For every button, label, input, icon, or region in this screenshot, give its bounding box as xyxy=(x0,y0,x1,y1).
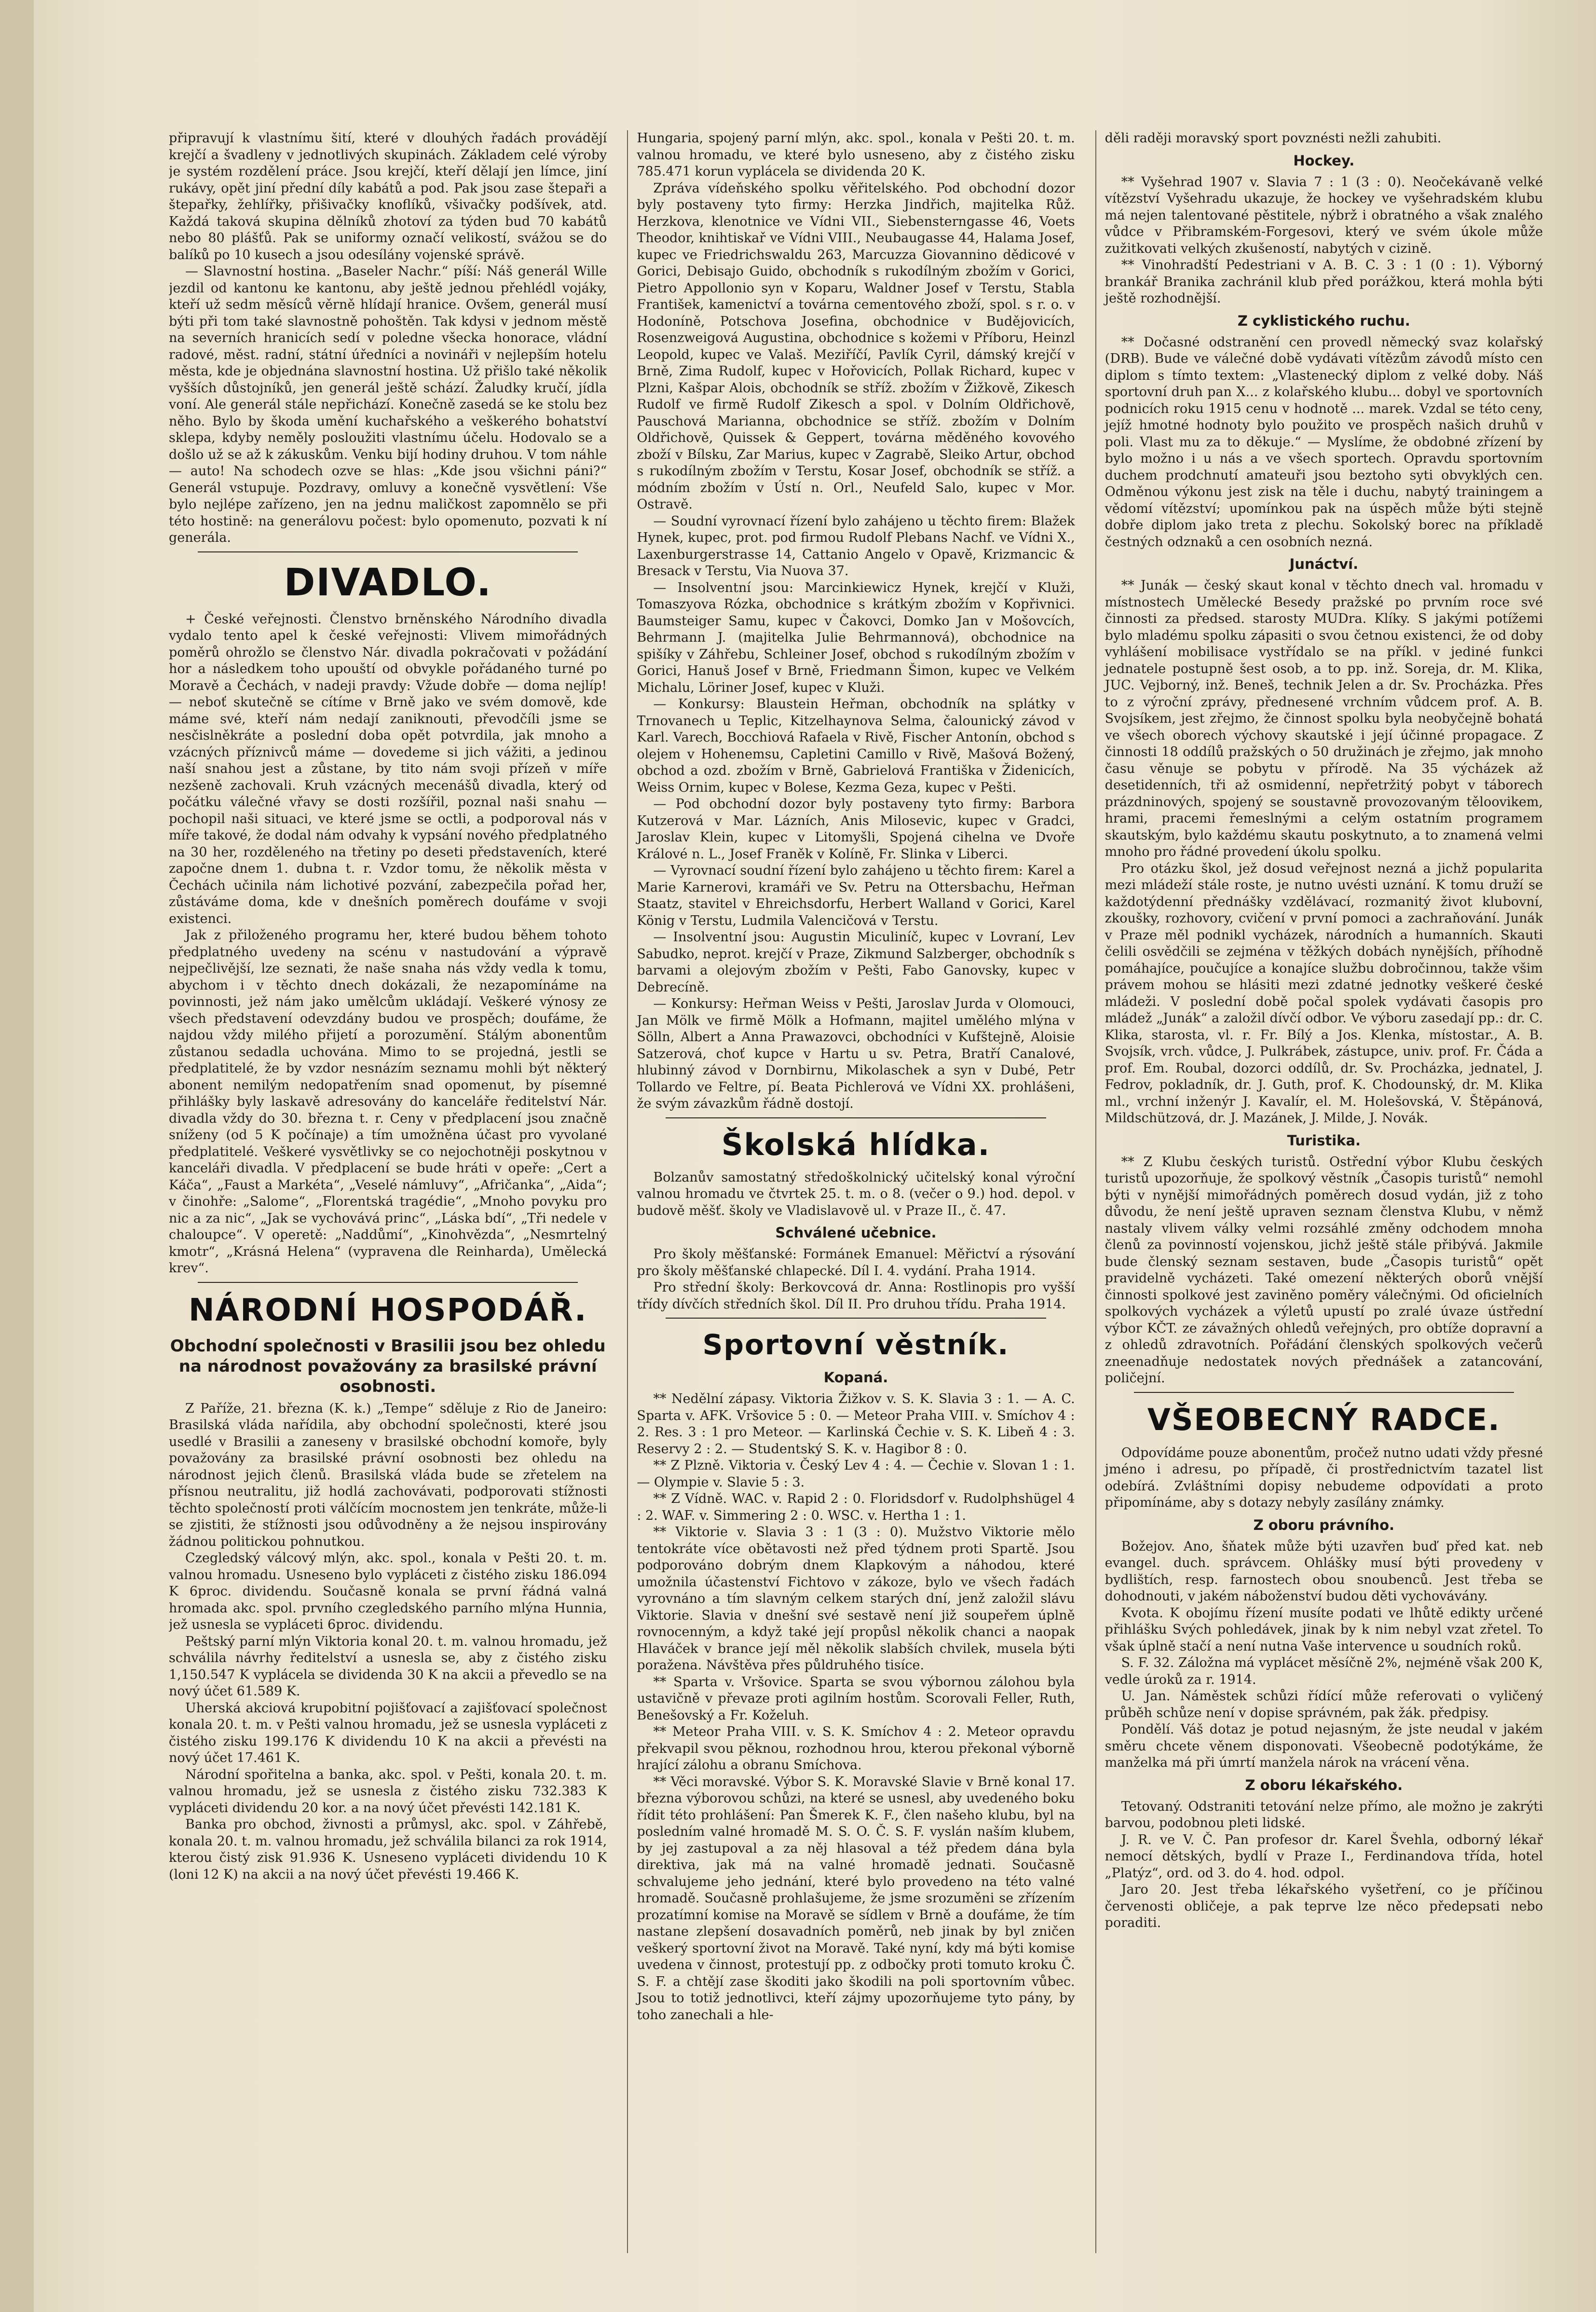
divider xyxy=(666,1117,1046,1118)
answer-sf32: S. F. 32. Záložna má vyplácet měsíčně 2%, nejméně však 200 K, vedle úroků za r. 1914. xyxy=(1105,1655,1543,1687)
divider xyxy=(198,551,578,552)
article-insolventni: — Insolventní jsou: Marcinkiewicz Hynek, krejčí v Kluži, Tomaszyova Rózka, obchodnice s krátkým zbožím v Kopřivnici. Baumsteiger Samu, kupec v Čakovci, Domko Jan v Mošovcích, Behrmann J. (majitelka Julie Behrmannová), obchodnice na spišíky v Záhřebu, Schleiner Josef, obchod s rukodílným zbožím v Gorici, Hanuš Josef v Brně, Friedmann Šimon, kupec ve Velkém Michalu, Löriner Josef, kupec v Kluži. xyxy=(637,580,1075,695)
article-radce-notice: Odpovídáme pouze abonentům, pročež nutno udati vždy přesné jméno i adresu, po případě, či prostřednictvím tazatel list odebírá. Zvláštními dopisy nebudeme odpovídati a proto připomínáme, aby s dotazy nebyly zasílány známky. xyxy=(1105,1445,1543,1510)
article-vinohradsti-pedestriani: ** Vinohradští Pedestriani v A. B. C. 3 : 1 (0 : 1). Výborný brankář Branika zachránil klub před porážkou, která mohla býti ještě rozhodnější. xyxy=(1105,258,1543,306)
article-junak-skaut: ** Junák — český skaut konal v těchto dnech val. hromadu v místnostech Umělecké Besedy pražské po prvním roce své činnosti za předsed. starosty MUDra. Klíky. S jakými potížemi bylo mladému spolku zápasiti o svou četnou existenci, že od doby vyhlášení mobilisace vystřídalo se na příkl. v jediné funkci jednatele postupně šest osob, a to pp. inž. Soreja, dr. M. Klika, JUC. Vejborný, inž. Beneš, technik Jelen a dr. Sv. Procházka. Přes to z výroční zprávy, přednesené vrchním vůdcem prof. A. B. Svojsíkem, jest zřejmo, že činnost spolku byla neobyčejně bohatá ve všech oborech výchovy skautské i její účinné propagace. Z činnosti 18 oddílů pražských o 50 družinách je zřejmo, jak mnoho času věnuje se pobytu v přírodě. Na 35 výcházek až desetidenních, tři až osmidenní, nepřetržitý pobyt v táborech prázdninových, spojený se soustavně provozovaným těloovikem, hrami, pracemi řemeslnými a celým ostatním programem skautským, bylo každému skautu poskytnuto, a to znamená velmi mnoho pro řádné provedení úkolu spolku. xyxy=(1105,578,1543,859)
answer-kvota: Kvota. K obojímu řízení musíte podati ve lhůtě edikty určené přihlášku Svých pohledávek, jinak by k nim nebyl vzat zřetel. To však úplně stačí a není nutna Vaše intervence u soudních roků. xyxy=(1105,1605,1543,1654)
article-klub-ceskych-turistu: ** Z Klubu českých turistů. Ostřední výbor Klubu českých turistů upozorňuje, že spolkový věstník „Časopis turistů“ nemohl býti v nynější mimořádných poměrech dosud vydán, již z toho důvodu, že není ještě upraven seznam členstva Klubu, v němž nastaly vlivem války velmi rozsáhlé změny odchodem mnoha členů za povinností vojenskou, jichž ještě stále přibývá. Jakmile bude členský seznam sestaven, bude „Časopis turistů“ opět pravidelně vycházeti. Také omezení některých oborů vnější činnosti spolkové jest zaviněno poměry válečnými. Od oficielních spolkových vycházek a výletů upustí po zralé úvaze ústřední výbor KČT. ze závažných ohledů veřejných, pro obtíže dopravní a z ohledů zdravotních. Pořádání členských spolkových večerů zneenadňuje nedostatek nových přednášek a zatancování, poličejní. xyxy=(1105,1154,1543,1386)
article-z-plzne: ** Z Plzně. Viktoria v. Český Lev 4 : 4. — Čechie v. Slovan 1 : 1. — Olympie v. Slavie 5 : 3. xyxy=(637,1458,1075,1490)
subheading-cyklisticky-ruch: Z cyklistického ruchu. xyxy=(1237,312,1410,329)
answer-tetovany: Tetovaný. Odstraniti tetování nelze přímo, ale možno je zakrýti barvou, podobnou pleti lidské. xyxy=(1105,1799,1543,1830)
section-heading-vseobecny-radce: VŠEOBECNÝ RADCE. xyxy=(1147,1402,1501,1437)
column-1 xyxy=(169,130,607,2253)
subheading-obor-lekarsky: Z oboru lékařského. xyxy=(1245,1776,1403,1793)
article-konkursy-2: — Konkursy: Heřman Weiss v Pešti, Jaroslav Jurda v Olomouci, Jan Mölk ve firmě Mölk a Hofmann, majitel umělého mlýna v Sölln, Albert a Anna Prawazovci, obchodníci v Kufštejně, Aloisie Satzerová, choť kupce v Hartu u sv. Petra, Bratří Canalové, hlubinný závod v Dornbirnu, Mikolaschek a syn v Dubé, Petr Tollardo ve Feltre, pí. Beata Pichlerová ve Vídni XX. prohlášeni, že svým závazkům řádně dostojí. xyxy=(637,996,1075,1111)
column-3 xyxy=(1095,130,1543,2253)
article-junak-cinnost: Pro otázku škol, jež dosud veřejnost nezná a jichž popularita mezi mládeží stále roste, je nutno uvésti uznání. K tomu druží se každotýdenní přednášky vzdělávací, rozmanitý život klubovní, zkoušky, rozhovory, cvičení v první pomoci a zachraňování. Junák v Praze měl podnikl vycházek, národních a humanních. Skauti čelili osvědčili se zejména v těžkých dobách nynějších, příhodně pomáhajíce, poučujíce a konajíce službu dobročinnou, takže všim právem mohou se hlásiti mezi zdatné jednotky veškeré české mládeži. V poslední době počal spolek vydávati časopis pro mládež „Junák“ a založil dívčí odbor. Ve výboru zasedají pp.: dr. C. Klika, starosta, vl. r. Fr. Bílý a Jos. Klenka, místostar., A. B. Svojsík, vrch. vůdce, J. Pulkrábek, zástupce, univ. prof. Fr. Čáda a prof. Em. Roubal, dozorci oddílů, dr. Sv. Procházka, jednatel, J. Fedrov, pokladník, dr. J. Guth, prof. K. Chodounský, dr. M. Klika ml., vrchní inženýr J. Kavalír, el. M. Holešovská, V. Štěpánová, Mildschützová, dr. J. Mazánek, J. Milde, J. Novák. xyxy=(1105,861,1543,1126)
section-heading-skolska-hlidka: Školská hlídka. xyxy=(721,1127,991,1162)
subheading-hockey: Hockey. xyxy=(1293,152,1355,169)
section-heading-sportovni-vestnik: Sportovní věstník. xyxy=(702,1328,1009,1361)
column-2 xyxy=(627,130,1075,2253)
section-heading-narodni-hospodar: NÁRODNÍ HOSPODÁŘ. xyxy=(188,1292,587,1328)
article-ceske-verejnosti: + České veřejnosti. Členstvo brněnského Národního divadla vydalo tento apel k české veřejnosti: Vlivem mimořádných poměrů ohrožlo se členstvo Nár. divadla pokračovati v požádání hor a následkem toho upouští od obvykle pořádaného turné po Moravě a Čechách, v nadeji pravdy: Vžude dobře — doma nejlíp! — neboť skutečně se cítíme v Brně jako ve svém domově, kde máme své, kteří nám nedají zaniknouti, převodčíli jsme se nesčislněkráte a poslední doba opět potvrdila, jak mnoho a vzácných příznivců máme — dovedeme si jich vážiti, a jedinou naší snahou jest a zůstane, by tito nám svoji přízeň v míře nezšeně zachovali. Kruh vzácných mecenášů divadla, který od počátku válečné vřavy se dosti rozšířil, poznal naši snahu — pochopil naši situaci, ve které jsme se octli, a podporoval nás v míře takové, že dodal nám odvahy k vypsání nového předplatného na 30 her, rozděleného na třetiny po deseti představeních, které započne dnem 1. dubna t. r. Vzdor tomu, že několik města v Čechách učinila nám lichotivé pozvání, zabezpečila pořad her, zůstáváme doma, kde v dnešních poměrech doufáme v svoji existenci. xyxy=(169,611,607,926)
article-brasilie-text: Z Paříže, 21. března (K. k.) „Tempe“ sděluje z Rio de Janeiro: Brasilská vláda nařídila, aby obchodní společnosti, které jsou usedlé v Brasilii a zaneseny v brasilské obchodní komoře, byly považovány za brasilské právní osobnosti bez ohledu na národnost jejich členů. Brasilská vláda bude se zřetelem na přísnou neutralitu, již hodlá zachovávati, podporovati stížnosti těchto společností proti válčícím mocnostem jen tenkráte, může-li se zjistiti, že stížnosti jsou odůvodněny a že nejsou inspirovány žádnou politickou pohnutkou. xyxy=(169,1401,607,1549)
article-hostina-text: — Slavnostní hostina. „Baseler Nachr.“ píší: Náš generál Wille jezdil od kantonu ke kantonu, aby ještě jednou přehlédl vojáky, kteří už sedm měsíců věrně hlídají hranice. Ovšem, generál musí býti při tom také slavnostně pohoštěn. Tak kdysi v jednom městě na severních hranicích sedí v poledne všecka honorace, vládní radové, měst. radní, státní úředníci a novináři v nejlepším hotelu města, kde je objednána slavnostní hostina. Už přišlo také několik vyšších důstojníků, jen generál ještě schází. Žaludky kručí, jídla voní. Ale generál stále nepřichází. Konečně zasedá se ke stolu bez něho. Bylo by škoda umění kuchařského a veškerého bohatství sklepa, kdyby neměly posloužiti vlastnímu účelu. Hodovalo se a došlo už se až k zákuskům. Venku bijí hodiny druhou. V tom náhle — auto! Na schodech ozve se hlas: „Kde jsou všichni páni?“ Generál vstupuje. Pozdravy, omluvy a konečně vysvětlení: Vše bylo nejlépe zařízeno, jen na jednu maličkost zapomnělo se při této hostině: na generálovu počest: bylo opomenuto, pozvati k ní generála. xyxy=(169,264,607,545)
page-binding-edge xyxy=(0,0,34,2312)
divider xyxy=(1134,1392,1514,1393)
answer-bozejov: Božejov. Ano, šňatek může býti uzavřen buď před kat. neb evangel. duch. správcem. Ohlášky musí býti provedeny v bydlištích, resp. farnostech obou snoubenců. Jest třeba se dohodnouti, v jakém náboženství budou děti vychovávány. xyxy=(1105,1539,1543,1604)
article-nedelni-zapasy: ** Nedělní zápasy. Viktoria Žižkov v. S. K. Slavia 3 : 1. — A. C. Sparta v. AFK. Vršovice 5 : 0. — Meteor Praha VIII. v. Smíchov 4 : 2. Res. 3 : 1 pro Meteor. — Karlinská Čechie v. S. K. Libeň 4 : 3. Reservy 2 : 2. — Studentský S. K. v. Hagibor 8 : 0. xyxy=(637,1391,1075,1457)
article-viktorie-slavia: ** Viktorie v. Slavia 3 : 1 (3 : 0). Mužstvo Viktorie mělo tentokráte více obětavosti než před týdnem proti Spartě. Jsou podporováno dobrým dnem Klapkovým a náhodou, které umožnila účastenství Fichtovo v zákoze, bylo ve všech řadách vyrovnáno a tím slavným celkem starých dní, jenž založil slávu Viktorie. Slavia v dnešní své sestavě není již soupeřem úplně rovnocenným, a když také její propůsl několik chanci a naopak Hlaváček v brance její měl několik slabších chvilek, musela býti poražena. Návštěva přes půldruhého tisíce. xyxy=(637,1525,1075,1673)
article-ucebnice-mestanske: Pro školy měšťanské: Formánek Emanuel: Měřictví a rýsování pro školy měšťanské chlapecké. Díl I. 4. vydání. Praha 1914. xyxy=(637,1247,1075,1279)
answer-jr-ve-vc: J. R. ve V. Č. Pan profesor dr. Karel Švehla, odborný lékař nemocí dětských, bydlí v Praze I., Ferdinandova třída, hotel „Platýz“, ord. od 3. do 4. hod. odpol. xyxy=(1105,1832,1543,1881)
article-uniforms-text: připravují k vlastnímu šití, které v dlouhých řadách provádějí krejčí a švadleny v jednotlivých skupinách. Základem celé výroby je systém rozdělení práce. Jsou krejčí, kteří dělají jen límce, jiní rukávy, opět jiní přední díly kabátů a pod. Pak jsou zase štepaři a štepařky, žehlířky, přišivačky knoflíků, všivačky podšívek, atd. Každá taková skupina dělníků zhotoví za týden bud 70 kabátů nebo 80 plášťů. Pak se uniformy označí velikostí, svážou se do balíků po 10 kusech a jsou odesílány vojenské správě. xyxy=(169,131,607,262)
article-konkursy: — Konkursy: Blaustein Heřman, obchodník na splátky v Trnovanech u Teplic, Kitzelhaynova Selma, čalounický závod v Karl. Varech, Bocchiová Rafaela v Rivě, Fischer Antonín, obchod s olejem v Hohenemsu, Capletini Camillo v Rivě, Mašová Božený, obchod a ozd. zbožím v Brně, Gabrielová Františka v Židenicích, Weiss Ornim, kupec v Bolese, Kezma Geza, kupec v Pešti. xyxy=(637,697,1075,795)
article-bolzanuv-spolek: Bolzanův samostatný středoškolnický učitelský konal výroční valnou hromadu ve čtvrtek 25. t. m. o 8. (večer o 9.) hod. depol. v budově měšť. školy ve Vladislavově ul. v Praze II., č. 47. xyxy=(637,1170,1075,1218)
article-hungaria-text: Hungaria, spojený parní mlýn, akc. spol., konala v Pešti 20. t. m. valnou hromadu, ve které bylo usneseno, aby z čistého zisku 785.471 korun vyplácela se dividenda 20 K. xyxy=(637,131,1075,179)
columns xyxy=(169,130,1543,2253)
section-heading-divadlo: DIVADLO. xyxy=(284,561,492,605)
article-meteor-smichov: ** Meteor Praha VIII. v. S. K. Smíchov 4 : 2. Meteor opravdu překvapil svou pěknou, rozhodnou hrou, kterou překonal výborně hrající zálohu a obranu Smíchova. xyxy=(637,1724,1075,1773)
article-ucebnice-stredni: Pro střední školy: Berkovcová dr. Anna: Rostlinopis pro vyšší třídy dívčích středních škol. Díl II. Pro druhou třídu. Praha 1914. xyxy=(637,1280,1075,1312)
article-divadlo-program: Jak z přiloženého programu her, které budou během tohoto předplatného uvedeny na scénu v nastudování a výpravě nejpečlivější, lze seznati, že naše snaha nás vždy vedla k tomu, abychom i v těchto dnech dokázali, že nezapomínáme na povinnosti, jež nám jako umělcům ukládají. Veškeré výnosy ze všech představení odevzdány budou ve prospěch; doufáme, že najdou vždy milého přijetí a porozumění. Stálým abonentům zůstanou sedadla uchována. Mimo to se projedná, jestli se předplatitelé, že by vzdor nesnázím seznamu mohli být některý abonent nemilým nedopatřením snad opomenut, by písemné přihlášky byly laskavě adresovány do kanceláře ředitelství Nár. divadla vždy do 30. března t. r. Ceny v předplacení jsou značně sníženy (od 5 K počínaje) a tím umožněna účast pro vyvolané předplatitelé. Veškeré vysvětlivky se co nejochotněji poskytnou v kanceláři divadla. V předplacení se bude hráti v opeře: „Cert a Káča“, „Faust a Markéta“, „Veselé námluvy“, „Afričanka“, „Aida“; v činohře: „Salome“, „Florentská tragédie“, „Mnoho povyku pro nic a za nic“, „Jak se vychovává princ“, „Láska bdí“, „Tři nedele v chaloupce“. V operetě: „Naddůmí“, „Kinohvězda“, „Nesmrtelný kmotr“, „Krásná Helena“ (vypravena dle Reinharda), Umělecká krev“. xyxy=(169,928,607,1276)
divider xyxy=(666,1318,1046,1319)
article-sparta-vrsovice: ** Sparta v. Vršovice. Sparta se svou výbornou zálohou byla ustavičně v převaze proti agilním hostům. Scorovali Feller, Ruth, Benešovský a Fr. Koželuh. xyxy=(637,1674,1075,1723)
article-vyrovnaci-rizeni-2: — Vyrovnací soudní řízení bylo zahájeno u těchto firem: Karel a Marie Karnerovi, kramáři ve Sv. Petru na Ottersbachu, Heřman Staatz, stavitel v Ehreichsdorfu, Herbert Walland v Gorici, Karel König v Terstu, Ludmila Valencičová v Terstu. xyxy=(637,863,1075,928)
article-banka-zahreb-text: Banka pro obchod, živnosti a průmysl, akc. spol. v Záhřebě, konala 20. t. m. valnou hromadu, jež schválila bilanci za rok 1914, kterou čistý zisk 91.936 K. Usneseno vypláceti dividendu 10 K (loni 12 K) na akcii a na nový účet převésti 19.466 K. xyxy=(169,1817,607,1882)
article-odstraneni-cen: ** Dočasné odstranění cen provedl německý svaz kolařský (DRB). Bude ve válečné době vydávati vítězům závodů místo cen diplom s tímto textem: „Vlastenecký diplom z velké doby. Náš sportovní druh pan X... z kolařského klubu... dobyl ve sportovních podnicích roku 1915 cenu v hodnotě ... marek. Vzdal se této ceny, jejíž hmotné hodnoty bylo použito ve prospěch našich druhů v poli. Vlast mu za to děkuje.“ — Myslíme, že obdobné zřízení by bylo možno i u nás a ve všech sportech. Opravdu sportovním duchem prodchnutí amateuři jsou beztoho syti obvyklých cen. Odměnou výkonu jest zisk na těle i duchu, nabytý trainingem a vědomí vítězství; upomínkou pak na úspěch může býti stejně dobře diplom jako treta z plechu. Sokolský borec na příkladě čestných odznaků a cen osobních nezná. xyxy=(1105,334,1543,550)
article-czegled-text: Czegledský válcový mlýn, akc. spol., konala v Pešti 20. t. m. valnou hromadu. Usneseno bylo vypláceti z čistého zisku 186.094 K 6proc. dividendu. Současně konala se první řádná valná hromada akc. spol. prvního czegledského parního mlýna Hunnia, jež usnesla se vypláceti 6proc. dividendu. xyxy=(169,1551,607,1632)
article-vyrovnaci-rizeni: — Soudní vyrovnací řízení bylo zahájeno u těchto firem: Blažek Hynek, kupec, prot. pod firmou Rudolf Plebans Nachf. ve Vídni X., Laxenburgerstrasse 14, Cattanio Angelo v Opavě, Krizmancic & Bresack v Terstu, Via Nuova 37. xyxy=(637,513,1075,578)
subheading-schvalene-ucebnice: Schválené učebnice. xyxy=(775,1225,937,1241)
article-vysehrad-slavia: ** Vyšehrad 1907 v. Slavia 7 : 1 (3 : 0). Neočekávaně velké vítězství Vyšehradu ukazuje, že hockey ve vyšehradském klubu má nejen talentované pěstitele, nýbrž i obratného a však znalého vůdce v Přibramském-Forgesovi, který ve svém úkole může zužitkovati velkých zkušeností, nabytých v cizině. xyxy=(1105,174,1543,256)
article-veritelsky-spolek: Zpráva vídeňského spolku věřitelského. Pod obchodní dozor byly postaveny tyto firmy: Herzka Jindřich, majitelka Růž. Herzkova, klenotnice ve Vídni VII., Siebensterngasse 46, Voets Theodor, knihtiskař ve Vídni VIII., Neubaugasse 44, Halama Josef, kupec ve Friedrichswaldu 263, Marcuzza Giovannino dědicové v Gorici, Debisajo Guido, obchodník s rukodílným zbožím v Gorici, Pietro Appollonio syn v Koparu, Waldner Josef v Terstu, Stabla František, kamenictví a továrna cementového zboží, spol. s r. o. v Hodoníně, Potschova Josefina, obchodnice v Budějovicích, Rosenzweigová Augustina, obchodnice s kožemi v Příboru, Heinzl Leopold, kupec ve Valaš. Meziříčí, Pavlík Cyril, dámský krejčí v Brně, Zima Rudolf, kupec v Hořovicích, Pollak Richard, kupec v Plzni, Kašpar Alois, obchodník se stříž. zbožím v Žižkově, Zikesch Rudolf ve firmě Rudolf Zikesch a spol. v Dolním Oldřichově, Pauschová Marianna, obchodnice se stříž. zbožím v Dolním Oldřichově, Quissek & Geppert, továrna měděného kovového zboží v Bílsku, Zar Marius, kupec v Zagrabě, Sleiko Artur, obchod s rukodílným zbožím v Terstu, Kosar Josef, obchodník se stříž. a módním zbožím v Ústí n. Orl., Neufeld Salo, kupec v Mor. Ostravě. xyxy=(637,180,1075,512)
subheading-obor-pravni: Z oboru právního. xyxy=(1253,1516,1395,1533)
article-sporitelna-text: Národní spořitelna a banka, akc. spol. v Pešti, konala 20. t. m. valnou hromadu, jež se usnesla z čistého zisku 732.383 K vypláceti dividendu 20 kor. a na nový účet převésti 142.181 K. xyxy=(169,1767,607,1816)
article-moravske-continuation: děli raději moravský sport povznésti nežli zahubiti. xyxy=(1105,131,1442,146)
subheading-junactvi: Junáctví. xyxy=(1289,556,1359,572)
article-veci-moravske: ** Věci moravské. Výbor S. K. Moravské Slavie v Brně konal 17. března výborovou schůzi, na které se usnesl, aby uvedeného boku řídit této prohlášení: Pan Šmerek K. F., člen našeho klubu, byl na posledním valné hromadě M. S. O. Č. S. F. vyslán naším klubem, by jej zastupoval a za něj hlasoval a též předem dána byla direktiva, jak má na valné hromadě jednati. Současně schvalujeme jeho jednání, které bylo provedeno na této valné hromadě. Současně prohlašujeme, že jsme srozuměni se zřízením prozatímní komise na Moravě se sídlem v Brně a doufáme, že tím nastane zlepšení dosavadních poměrů, neb jinak by byl zničen veškerý sportovní život na Moravě. Také nyní, kdy má býti komise uvedena v činnost, protestují pp. z odbočky proti tomuto kroku Č. S. F. a chtějí zase škoditi jako škodili na poli sportovním vůbec. Jsou to totiž jednotlivci, kteří zájmy upozorňujeme tyto pány, by toho zanechali a hle- xyxy=(637,1774,1075,2023)
article-obchodni-dozor: — Pod obchodní dozor byly postaveny tyto firmy: Barbora Kutzerová v Mar. Lázních, Anis Milosevic, kupec v Gradci, Jaroslav Klein, kupec v Litomyšli, Spojená cihelna ve Dvoře Králové n. L., Josef Franěk v Kolíně, Fr. Slinka v Liberci. xyxy=(637,797,1075,862)
article-insolventni-2: — Insolventní jsou: Augustin Miculiníč, kupec v Lovraní, Lev Sabudko, neprot. krejčí v Praze, Zikmund Salzberger, obchodník s barvami a olejovým zbožím v Pešti, Fabo Ganovsky, kupec v Debrecíně. xyxy=(637,930,1075,995)
answer-jaro-20: Jaro 20. Jest třeba lékařského vyšetření, co je příčinou červenosti obličeje, a pak teprve lze něco předepsati nebo poraditi. xyxy=(1105,1882,1543,1930)
subheading-turistika: Turistika. xyxy=(1287,1132,1361,1149)
divider xyxy=(198,1282,578,1283)
answer-pondeli: Pondělí. Váš dotaz je potud nejasným, že jste neudal v jakém směru chcete věnem disponovati. Všeobecně podotýkáme, že manželka má při úmrtí manžela nárok na vrácení věna. xyxy=(1105,1722,1543,1770)
article-heading-brasilie: Obchodní společnosti v Brasilii jsou bez ohledu na národnost považovány za brasilské právní osobnosti. xyxy=(170,1336,606,1396)
answer-u-jan: U. Jan. Náměstek schůzi řídící může referovati o vyličený průběh schůze není v dopise správném, pak žák. předpisy. xyxy=(1105,1689,1543,1720)
article-krupobitni-text: Uherská akciová krupobitní pojišťovací a zajišťovací společnost konala 20. t. m. v Pešti valnou hromadu, jež se usnesla vypláceti z čistého zisku 199.176 K dividendu 10 K na akcii a převésti na nový účet 17.461 K. xyxy=(169,1700,607,1765)
article-z-vidne: ** Z Vídně. WAC. v. Rapid 2 : 0. Floridsdorf v. Rudolphshügel 4 : 2. WAF. v. Simmering 2 : 0. WSC. v. Hertha 1 : 1. xyxy=(637,1491,1075,1523)
article-viktoria-mlyn-text: Peštský parní mlýn Viktoria konal 20. t. m. valnou hromadu, jež schválila návrhy ředitelství a usnesla se, aby z čistého zisku 1,150.547 K vyplácela se dividenda 30 K na akcii a převedlo se na nový účet 61.589 K. xyxy=(169,1634,607,1699)
subheading-kopana: Kopaná. xyxy=(823,1369,888,1386)
